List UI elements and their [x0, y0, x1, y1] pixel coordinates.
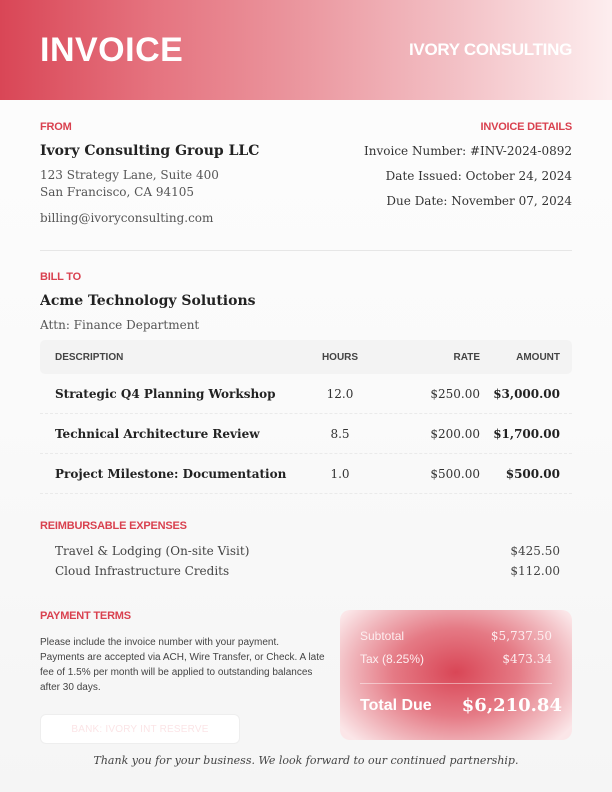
section-divider: [40, 250, 572, 251]
row-rate: $200.00: [430, 426, 480, 441]
tax-value: $473.34: [502, 652, 552, 666]
total-due-row: [360, 695, 562, 716]
tax-row: [360, 652, 552, 666]
bill-to-attn: Attn: Finance Department: [40, 318, 200, 332]
payment-terms-text: Please include the invoice number with your payment. Payments are accepted via ACH, Wire Transfer, or Check. A late fee of 1.5% per month will be applied to outstanding balances after 30 days.: [40, 637, 325, 693]
payment-terms-section: [40, 610, 325, 695]
table-row: [40, 454, 572, 494]
row-description: Project Milestone: Documentation: [55, 466, 287, 481]
row-hours: 8.5: [330, 426, 350, 441]
subtotal-value: $5,737.50: [490, 629, 552, 643]
expense-item: [40, 561, 572, 581]
bank-info-box: BANK: IVORY INT RESERVE: [40, 714, 240, 744]
brand-name: IVORY CONSULTING: [408, 40, 572, 59]
expense-amount: $425.50: [510, 544, 560, 558]
from-email[interactable]: billing@ivoryconsulting.com: [40, 211, 214, 225]
row-hours: 12.0: [326, 386, 354, 401]
header-description: DESCRIPTION: [55, 351, 124, 363]
invoice-title: INVOICE: [40, 31, 184, 69]
expenses-label: REIMBURSABLE EXPENSES: [40, 520, 187, 532]
expense-description: Cloud Infrastructure Credits: [55, 564, 230, 578]
expense-description: Travel & Lodging (On-site Visit): [55, 544, 250, 558]
invoice-number: Invoice Number: #INV-2024-0892: [364, 144, 572, 158]
row-rate: $250.00: [430, 386, 480, 401]
totals-box: [340, 610, 572, 740]
total-due-value: $6,210.84: [461, 695, 562, 716]
subtotal-row: [360, 629, 552, 643]
bill-to-label: BILL TO: [40, 271, 81, 283]
footer-message: Thank you for your business. We look forward to our continued partnership.: [93, 754, 519, 767]
totals-divider: [360, 683, 552, 684]
from-label: FROM: [40, 121, 72, 133]
invoice-header: [0, 0, 612, 100]
table-header: [40, 340, 572, 374]
line-items-table: [40, 340, 572, 494]
invoice-details-label: INVOICE DETAILS: [480, 121, 572, 133]
subtotal-label: Subtotal: [360, 629, 405, 643]
bill-to-section: [40, 271, 340, 343]
expense-item: [40, 541, 572, 561]
header-amount: AMOUNT: [516, 351, 560, 363]
header-rate: RATE: [453, 351, 480, 363]
payment-terms-label: PAYMENT TERMS: [40, 610, 131, 622]
due-date: Due Date: November 07, 2024: [386, 194, 572, 208]
from-address-line2: San Francisco, CA 94105: [40, 185, 194, 199]
row-hours: 1.0: [330, 466, 350, 481]
header-hours: HOURS: [321, 351, 359, 363]
table-row: [40, 374, 572, 414]
invoice-details-section: [292, 121, 572, 218]
row-rate: $500.00: [430, 466, 480, 481]
row-description: Technical Architecture Review: [55, 426, 260, 441]
row-amount: $500.00: [505, 466, 560, 481]
row-amount: $1,700.00: [493, 426, 560, 441]
bill-to-company: Acme Technology Solutions: [40, 293, 256, 309]
total-due-label: Total Due: [360, 696, 432, 714]
from-address-line1: 123 Strategy Lane, Suite 400: [40, 168, 219, 182]
tax-label: Tax (8.25%): [360, 652, 425, 666]
from-section: [40, 121, 320, 225]
row-description: Strategic Q4 Planning Workshop: [55, 386, 276, 401]
row-amount: $3,000.00: [493, 386, 560, 401]
table-row: [40, 414, 572, 454]
expense-amount: $112.00: [510, 564, 560, 578]
date-issued: Date Issued: October 24, 2024: [385, 169, 572, 183]
from-company: Ivory Consulting Group LLC: [40, 143, 260, 159]
expenses-section: [40, 520, 572, 581]
